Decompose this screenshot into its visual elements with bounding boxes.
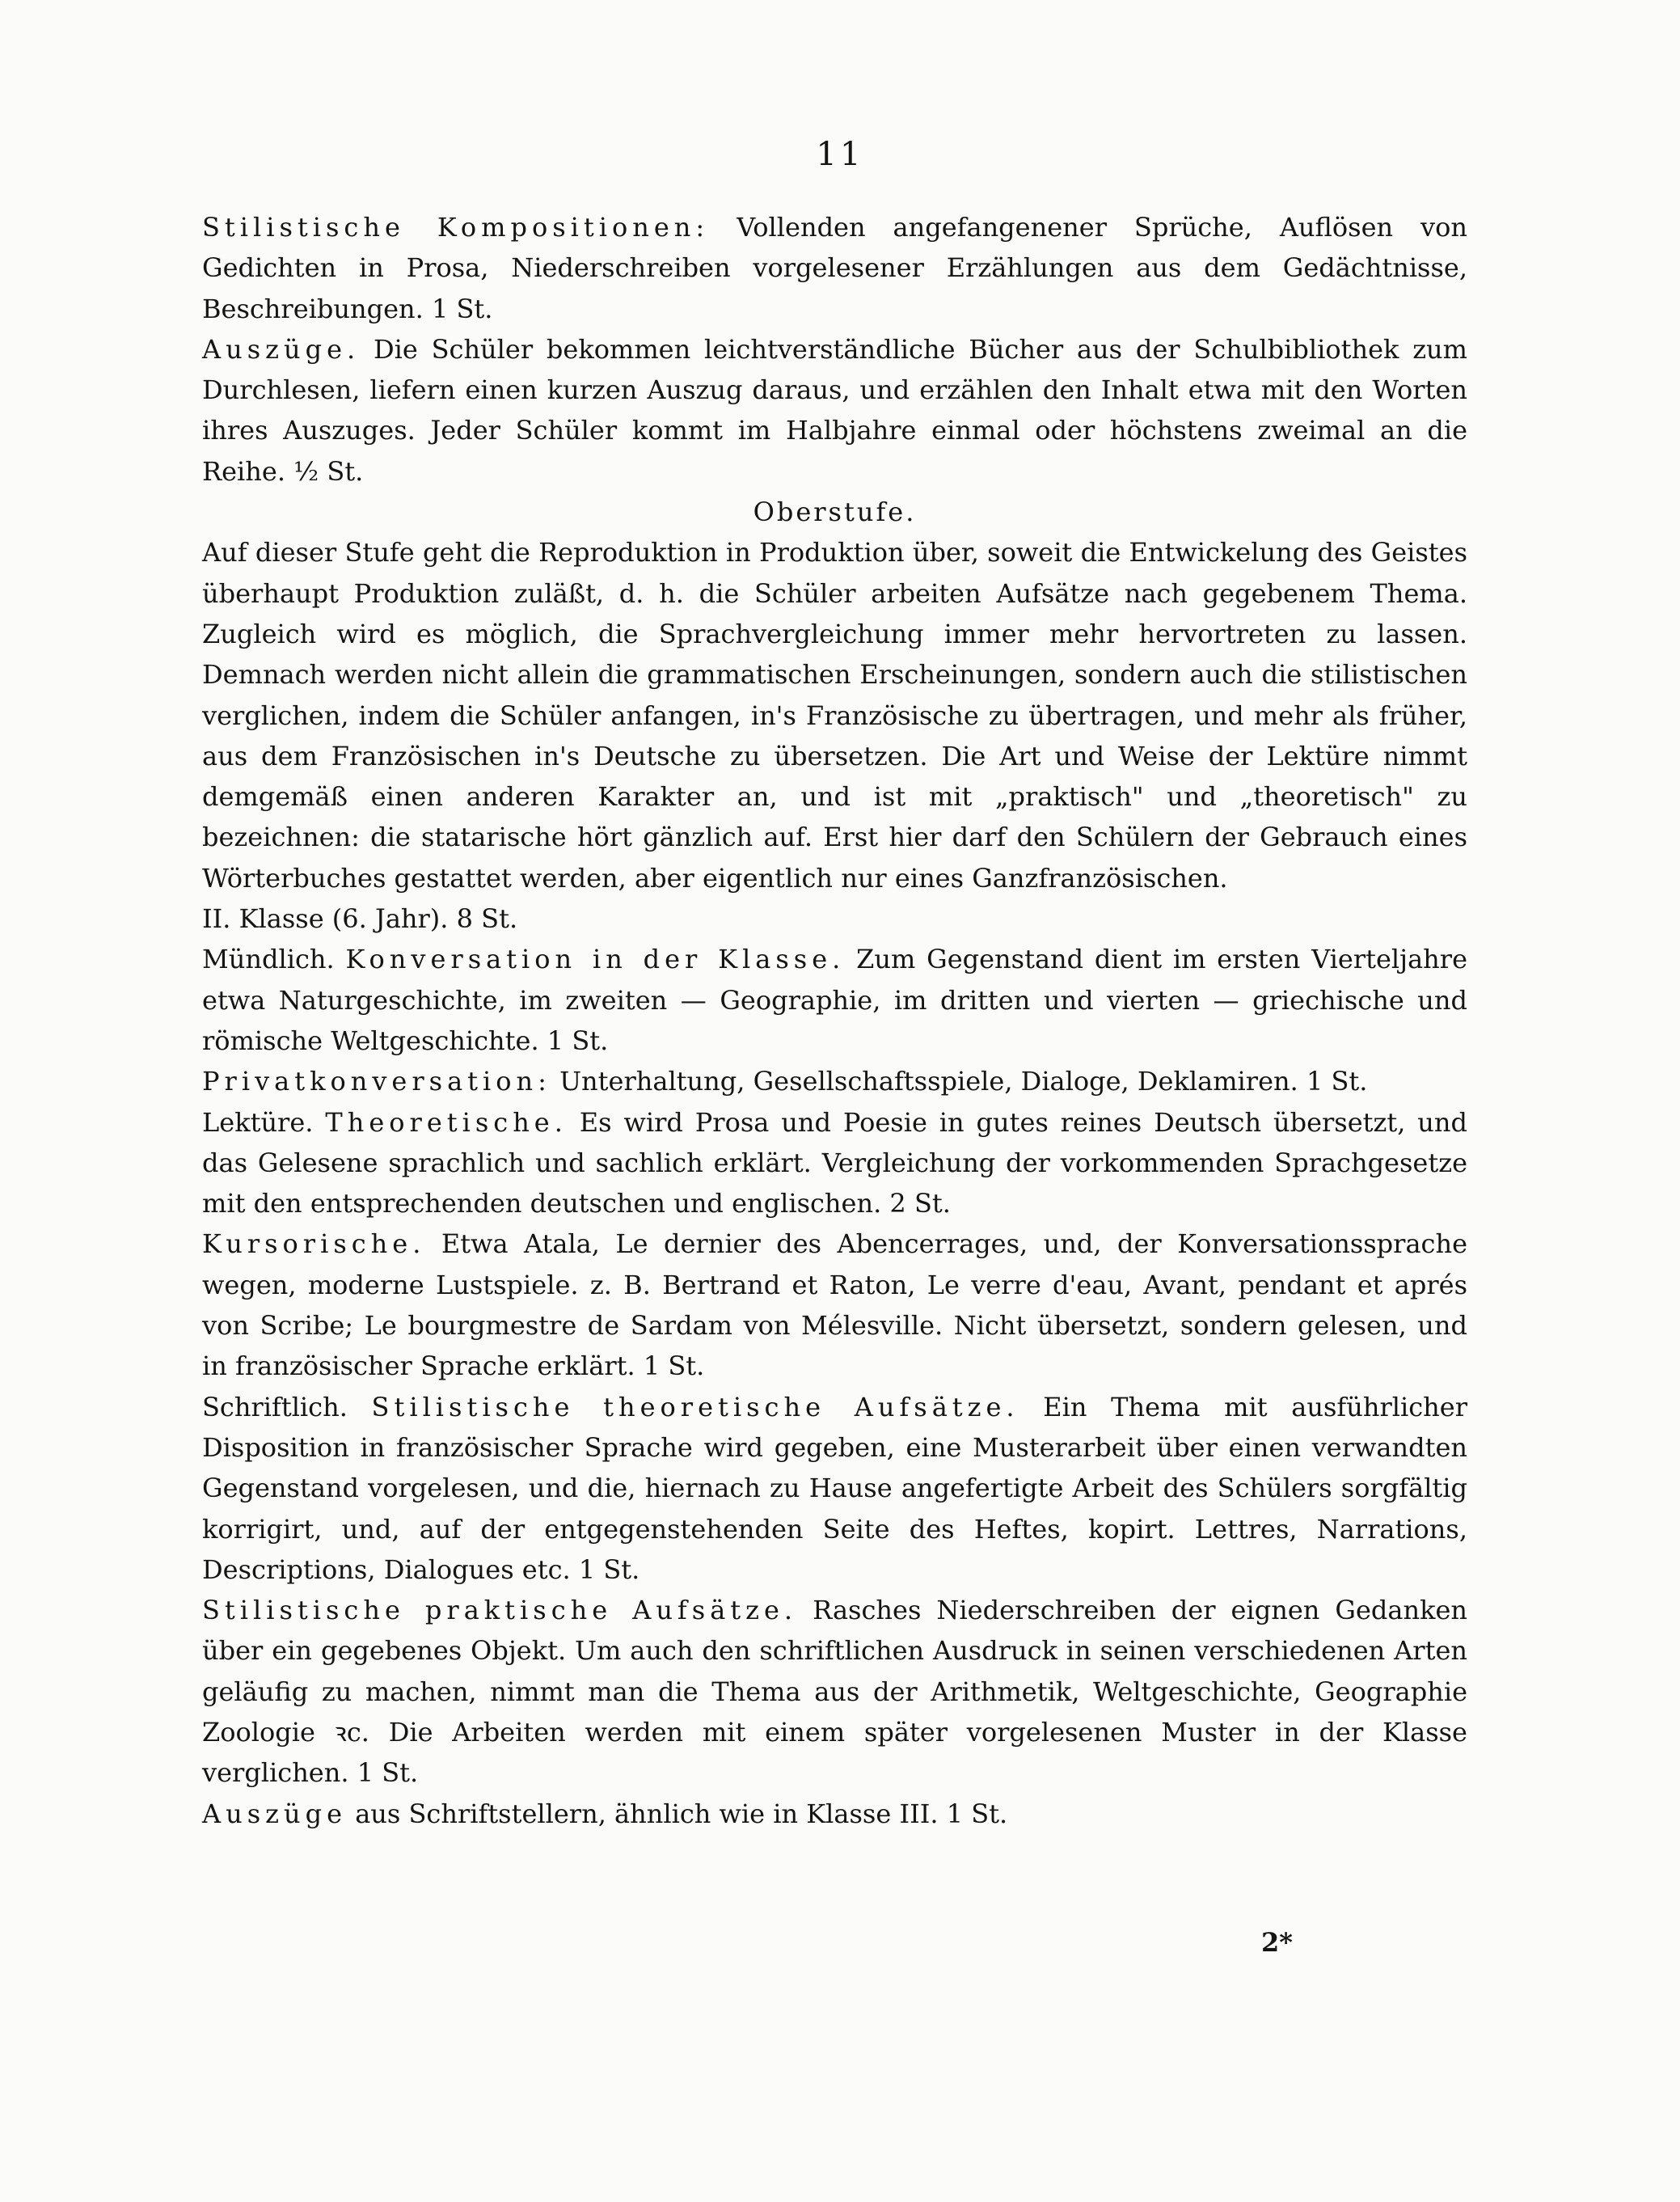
klasse-line: II. Klasse (6. Jahr). 8 St. — [202, 903, 518, 935]
paragraph-sublead: Auszüge — [202, 1798, 348, 1829]
paragraph-privatkonversation — [202, 1061, 1467, 1101]
paragraph-schriftlich — [202, 1387, 1467, 1590]
paragraph-sublead: Theoretische. — [325, 1106, 568, 1138]
paragraph-text: Die Schüler bekommen leichtverständliche Bücher aus der Schulbibliothek zum Durchlesen, liefern einen kurzen Auszug daraus, und erzählen den Inhalt etwa mit den Worten ihres Auszuges. Jeder Schüler kommt im Halbjahre einmal oder höchstens zweimal an die Reihe. ½ St. — [202, 333, 1467, 487]
paragraph-text: Ein Thema mit ausführlicher Disposition in französischer Sprache wird gegeben, eine Musterarbeit über einen verwandten Gegenstand vorgelesen, und die, hiernach zu Hause angefertigte Arbeit des Schülers sorgfältig korrigirt, und, auf der entgegenstehenden Seite des Heftes, kopirt. Lettres, Narrations, Descriptions, Dialogues etc. 1 St. — [202, 1391, 1467, 1585]
paragraph-text: Zum Gegenstand dient im ersten Vierteljahre etwa Naturgeschichte, im zweiten — Geographie, im dritten und vierten — griechische und römische Weltgeschichte. 1 St. — [202, 944, 1468, 1056]
paragraph-text: aus Schriftstellern, ähnlich wie in Klasse III. 1 St. — [347, 1798, 1008, 1829]
paragraph-sublead: Konversation in der Klasse. — [345, 944, 846, 975]
section-heading: Oberstufe. — [753, 497, 917, 528]
paragraph-lead: Schriftlich. — [202, 1391, 348, 1422]
paragraph-lead: Auszüge. — [202, 333, 361, 365]
paragraph-kursorische — [202, 1224, 1467, 1386]
paragraph-text: Rasches Niederschreiben der eignen Gedanken über ein gegebenes Objekt. Um auch den schriftlichen Ausdruck in seinen verschiedenen Arten geläufig zu machen, nimmt man die Thema aus der Arithmetik, Weltgeschichte, Geographie Zoologie ꝛc. Die Arbeiten werden mit einem später vorgelesenen Muster in der Klasse verglichen. 1 St. — [202, 1595, 1468, 1789]
paragraph-sublead: Stilistische praktische Aufsätze. — [202, 1595, 798, 1626]
paragraph-text: Vollenden angefangenener Sprüche, Auflösen von Gedichten in Prosa, Niederschreiben vorgelesener Erzählungen aus dem Gedächtnisse, Beschreibungen. 1 St. — [202, 212, 1468, 324]
paragraph-text: Etwa Atala, Le dernier des Abencerrages, und, der Konversationssprache wegen, moderne Lustspiele. z. B. Bertrand et Raton, Le verre d'eau, Avant, pendant et aprés von Scribe; Le bourgmestre de Sardam von Mélesville. Nicht übersetzt, sondern gelesen, und in französischer Sprache erklärt. 1 St. — [202, 1228, 1467, 1382]
sheet-signature: 2* — [1261, 1927, 1293, 1958]
paragraph-sublead: Privatkonversation: — [202, 1066, 551, 1097]
paragraph-auszuege — [202, 329, 1467, 492]
paragraph-muendlich — [202, 939, 1467, 1061]
paragraph-oberstufe: Auf dieser Stufe geht die Reproduktion in Produktion über, soweit die Entwickelung des Geistes überhaupt Produktion zuläßt, d. h. die Schüler arbeiten Aufsätze nach gegebenem Thema. Zugleich wird es möglich, die Sprachvergleichung immer mehr hervortreten zu lassen. Demnach werden nicht allein die grammatischen Erscheinungen, sondern auch die stilistischen verglichen, indem die Schüler anfangen, in's Französische zu übertragen, und mehr als früher, aus dem Französischen in's Deutsche zu übersetzen. Die Art und Weise der Lektüre nimmt demgemäß einen anderen Karakter an, und ist mit „praktisch" und „theoretisch" zu bezeichnen: die statarische hört gänzlich auf. Erst hier darf den Schülern der Gebrauch eines Wörterbuches gestattet werden, aber eigentlich nur eines Ganzfranzösischen. — [202, 537, 1467, 894]
paragraph-lead: Lektüre. — [202, 1106, 314, 1138]
paragraph-text: Unterhaltung, Gesellschaftsspiele, Dialoge, Deklamiren. 1 St. — [551, 1066, 1368, 1097]
paragraph-sublead: Kursorische. — [202, 1228, 426, 1260]
page-number: 11 — [816, 136, 864, 173]
paragraph-auszuege-schriftsteller — [202, 1794, 1467, 1834]
paragraph-praktische — [202, 1590, 1467, 1793]
paragraph-kompositionen — [202, 207, 1467, 329]
paragraph-lead: Stilistische Kompositionen: — [202, 212, 710, 243]
paragraph-lektuere — [202, 1102, 1467, 1224]
body-text — [202, 207, 1467, 1834]
paragraph-lead: Mündlich. — [202, 944, 335, 975]
paragraph-text: Es wird Prosa und Poesie in gutes reines Deutsch übersetzt, und das Gelesene sprachlich und sachlich erklärt. Vergleichung der vorkommenden Sprachgesetze mit den entsprechenden deutschen und englischen. 2 St. — [202, 1106, 1468, 1219]
paragraph-sublead: Stilistische theoretische Aufsätze. — [371, 1391, 1019, 1422]
